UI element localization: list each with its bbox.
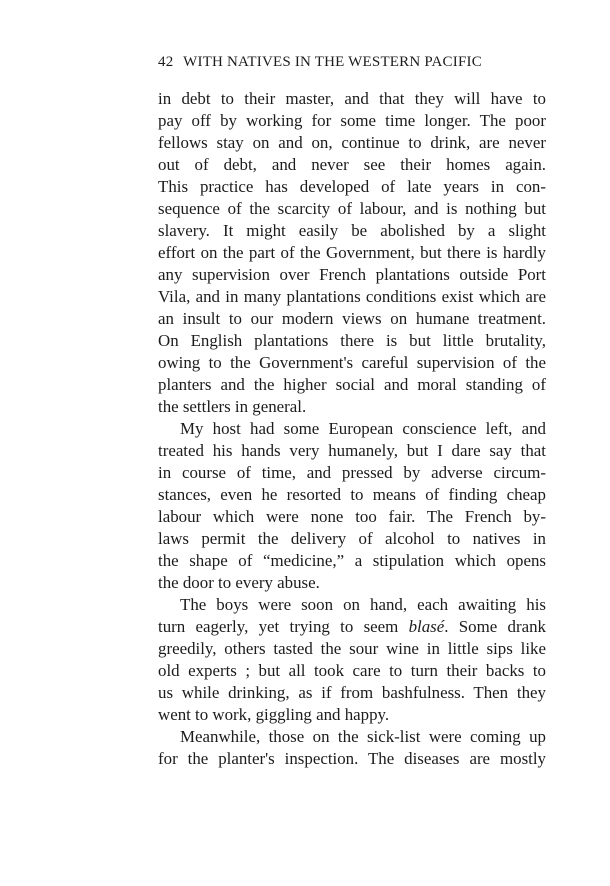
running-title: WITH NATIVES IN THE WESTERN PACIFIC	[183, 54, 482, 70]
text-run: . Some drank	[444, 617, 546, 636]
text-line: out of debt, and never see their homes again.	[158, 155, 546, 174]
text-line: treated his hands very humanely, but I dare say that	[158, 441, 546, 460]
text-line: slavery. It might easily be abolished by a slight	[158, 221, 546, 240]
text-line-with-italic	[158, 616, 546, 638]
paragraph-end-line: the door to every abuse.	[158, 573, 320, 592]
page-header	[158, 54, 548, 71]
text-line: This practice has developed of late years in con-	[158, 177, 546, 196]
text-line: stances, even he resorted to means of finding cheap	[158, 485, 546, 504]
text-line: planters and the higher social and moral standing of	[158, 375, 546, 394]
text-line: laws permit the delivery of alcohol to natives in	[158, 529, 546, 548]
text-line: for the planter's inspection. The diseases are mostly	[158, 749, 546, 768]
text-line: an insult to our modern views on humane treatment.	[158, 309, 546, 328]
text-run: turn eagerly, yet trying to seem	[158, 617, 409, 636]
paragraph-end-line: went to work, giggling and happy.	[158, 705, 390, 724]
paragraph-start-line: Meanwhile, those on the sick-list were coming up	[180, 727, 546, 746]
text-line: labour which were none too fair. The French by-	[158, 507, 546, 526]
page-number: 42	[158, 54, 174, 70]
text-line: owing to the Government's careful supervision of the	[158, 353, 546, 372]
text-line: On English plantations there is but little brutality,	[158, 331, 546, 350]
text-line: any supervision over French plantations outside Port	[158, 265, 546, 284]
paragraph-start-line: My host had some European conscience left, and	[180, 419, 546, 438]
text-line: effort on the part of the Government, but there is hardly	[158, 243, 546, 262]
paragraph-end-line: the settlers in general.	[158, 397, 307, 416]
text-line: old experts ; but all took care to turn their backs to	[158, 661, 546, 680]
text-line: greedily, others tasted the sour wine in little sips like	[158, 639, 546, 658]
italic-word: blasé	[408, 617, 445, 636]
text-line: pay off by working for some time longer. The poor	[158, 111, 546, 130]
text-line: Vila, and in many plantations conditions exist which are	[158, 287, 546, 306]
body-text	[158, 88, 546, 770]
text-line: the shape of “medicine,” a stipulation which opens	[158, 551, 546, 570]
text-line: in course of time, and pressed by adverse circum-	[158, 463, 546, 482]
text-line: us while drinking, as if from bashfulness. Then they	[158, 683, 546, 702]
text-line: sequence of the scarcity of labour, and is nothing but	[158, 199, 546, 218]
text-line: fellows stay on and on, continue to drink, are never	[158, 133, 546, 152]
text-line: in debt to their master, and that they will have to	[158, 89, 546, 108]
paragraph-start-line: The boys were soon on hand, each awaiting his	[180, 595, 546, 614]
